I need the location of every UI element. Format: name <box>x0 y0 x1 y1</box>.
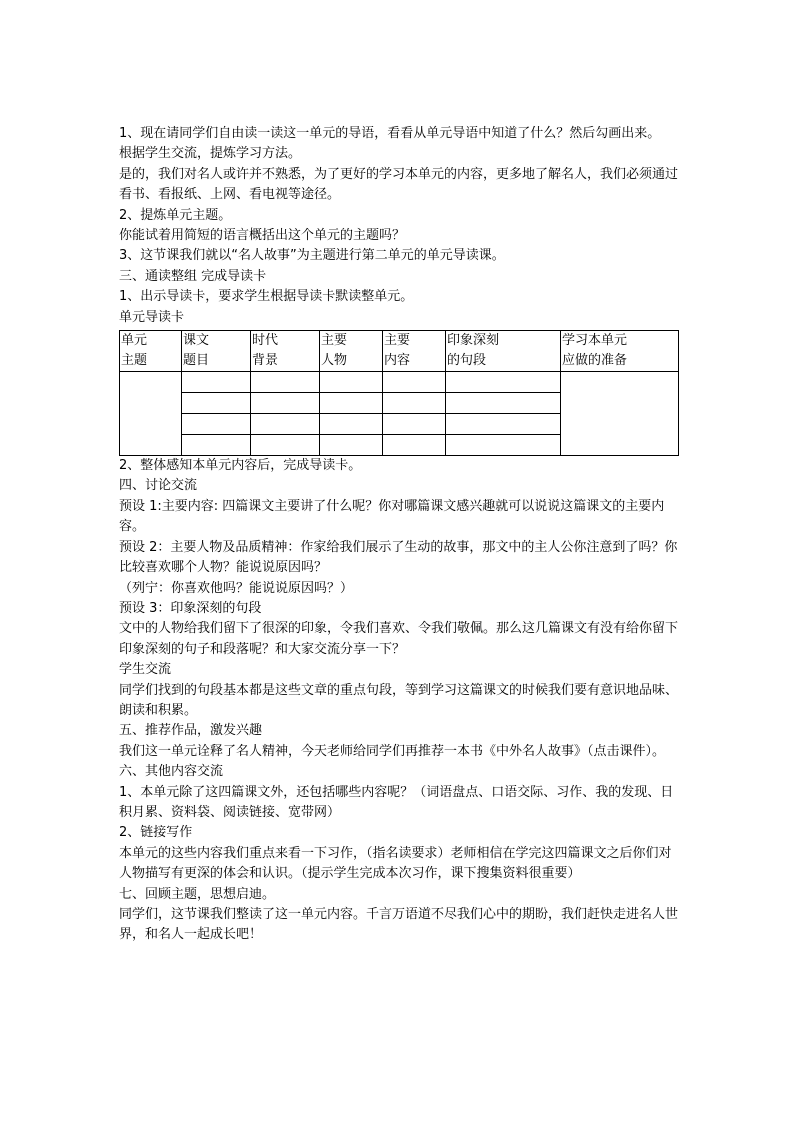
empty-cell <box>251 435 320 456</box>
header-cell: 学习本单元 应做的准备 <box>561 331 679 372</box>
empty-cell <box>182 393 251 414</box>
paragraph: 3、这节课我们就以“名人故事”为主题进行第二单元的单元导读课。 <box>119 248 505 264</box>
section-heading: 六、其他内容交流 <box>119 764 224 780</box>
paragraph: 同学们，这节课我们整读了这一单元内容。千言万语道不尽我们心中的期盼，我们赶快走进名人世界，和名人一起成长吧！ <box>119 907 679 943</box>
section-heading: 五、推荐作品，激发兴趣 <box>119 723 263 739</box>
paragraph: 2、整体感知本单元内容后，完成导读卡。 <box>119 458 362 474</box>
empty-cell <box>251 372 320 393</box>
header-cell: 主要 内容 <box>383 331 446 372</box>
empty-cell <box>182 372 251 393</box>
paragraph: 1、本单元除了这四篇课文外，还包括哪些内容呢？（词语盘点、口语交际、习作、我的发现、日积月累、资料袋、阅读链接、宽带网） <box>119 784 674 820</box>
table-caption: 单元导读卡 <box>119 309 185 325</box>
paragraph: 根据学生交流，提炼学习方法。 <box>119 146 302 162</box>
table-row <box>120 372 679 393</box>
empty-cell <box>561 372 679 456</box>
empty-cell <box>383 414 446 435</box>
empty-cell <box>251 393 320 414</box>
paragraph: 文中的人物给我们留下了很深的印象，令我们喜欢、令我们敬佩。那么这几篇课文有没有给你留下印象深刻的句子和段落呢？和大家交流分享一下？ <box>119 621 679 657</box>
empty-cell <box>320 393 383 414</box>
empty-cell <box>320 372 383 393</box>
header-cell: 单元 主题 <box>120 331 182 372</box>
header-cell: 时代 背景 <box>251 331 320 372</box>
empty-cell <box>120 372 182 456</box>
paragraph: 是的，我们对名人或许并不熟悉，为了更好的学习本单元的内容，更多地了解名人，我们必须通过看书、看报纸、上网、看电视等途径。 <box>119 166 679 203</box>
empty-cell <box>446 435 561 456</box>
empty-cell <box>383 435 446 456</box>
empty-cell <box>182 414 251 435</box>
document-page <box>119 124 679 946</box>
paragraph: 同学们找到的句段基本都是这些文章的重点句段，等到学习这篇课文的时候我们要有意识地品味、朗读和积累。 <box>119 682 679 718</box>
section-heading: 七、回顾主题，思想启迪。 <box>119 886 276 902</box>
table-header-row <box>120 331 679 372</box>
paragraph: 预设 3：印象深刻的句段 <box>119 600 262 616</box>
paragraph: 本单元的这些内容我们重点来看一下习作，（指名读要求）老师相信在学完这四篇课文之后你们对人物描写有更深的体会和认识。（提示学生完成本次习作，课下搜集资料很重要） <box>119 845 672 882</box>
paragraph: 1、现在请同学们自由读一读这一单元的导语，看看从单元导语中知道了什么？然后勾画出来。 <box>119 126 661 141</box>
header-cell: 课文 题目 <box>182 331 251 372</box>
paragraph: 2、链接写作 <box>119 825 193 841</box>
empty-cell <box>446 414 561 435</box>
empty-cell <box>446 372 561 393</box>
paragraph: 你能试着用简短的语言概括出这个单元的主题吗？ <box>119 228 406 244</box>
empty-cell <box>320 414 383 435</box>
empty-cell <box>320 435 383 456</box>
reading-guide-table <box>119 330 679 456</box>
paragraph: 学生交流 <box>119 662 172 678</box>
paragraph: 预设 1:主要内容: 四篇课文主要讲了什么呢？你对哪篇课文感兴趣就可以说说这篇课文的主要内容。 <box>119 498 665 535</box>
section-heading: 三、通读整组 完成导读卡 <box>119 268 267 284</box>
header-cell: 主要 人物 <box>320 331 383 372</box>
empty-cell <box>182 435 251 456</box>
section-heading: 四、讨论交流 <box>119 478 198 494</box>
header-cell: 印象深刻 的句段 <box>446 331 561 372</box>
paragraph: 1、出示导读卡，要求学生根据导读卡默读整单元。 <box>119 289 414 305</box>
empty-cell <box>446 393 561 414</box>
empty-cell <box>383 372 446 393</box>
paragraph: 2、提炼单元主题。 <box>119 207 232 223</box>
empty-cell <box>251 414 320 435</box>
paragraph: 我们这一单元诠释了名人精神，今天老师给同学们再推荐一本书《中外名人故事》（点击课件）。 <box>119 743 666 759</box>
paragraph: （列宁：你喜欢他吗？能说说原因吗？） <box>119 580 354 596</box>
empty-cell <box>383 393 446 414</box>
paragraph: 预设 2：主要人物及品质精神：作家给我们展示了生动的故事，那文中的主人公你注意到了吗？你比较喜欢哪个人物？能说说原因吗？ <box>119 539 678 576</box>
